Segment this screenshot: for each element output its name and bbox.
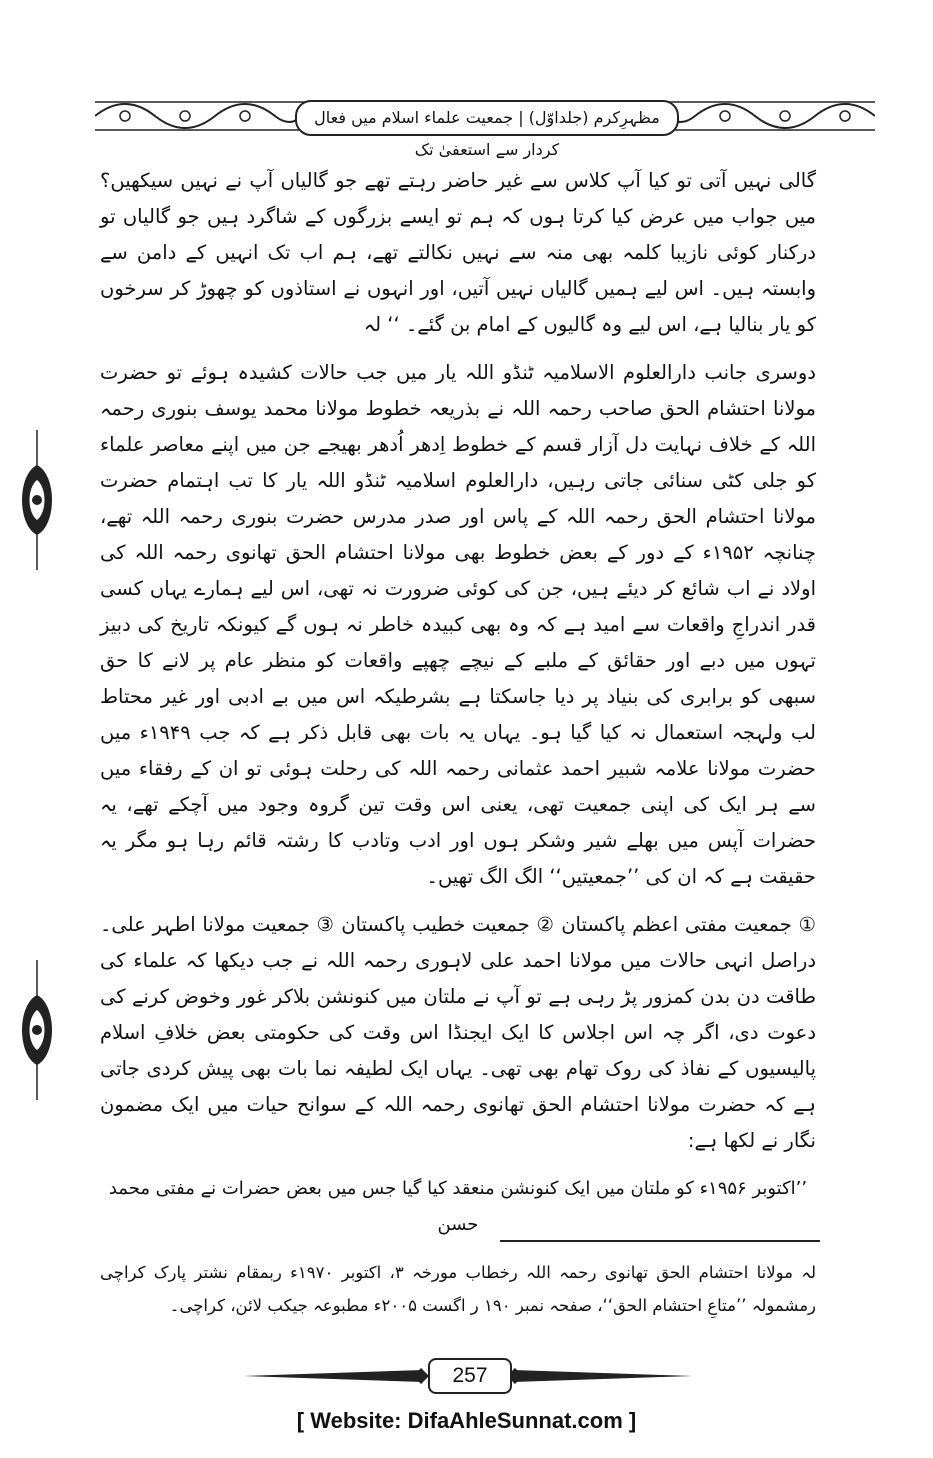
website-footer: [ Website: DifaAhleSunnat.com ] (296, 1408, 637, 1433)
left-margin-ornament-top (12, 430, 62, 570)
quotation: ’’اکتوبر ۱۹۵۶ء کو ملتان میں ایک کنونشن منعقد کیا گیا جس میں بعض حضرات نے مفتی محمد حسن (108, 1178, 808, 1235)
running-title: مظہرِکرم (جلداوّل) | جمعیت علماء اسلام میں فعال کردار سے استعفیٰ تک (295, 100, 679, 136)
footnote-divider (500, 1240, 820, 1242)
left-margin-ornament-bottom (12, 960, 62, 1100)
running-header (95, 86, 875, 159)
page-number-ornament (243, 1358, 693, 1394)
paragraph-3: ① جمعیت مفتی اعظم پاکستان ② جمعیت خطیب پاکستان ③ جمعیت مولانا اطہر علی۔ دراصل انہی حالات میں مولانا احمد علی لاہوری رحمہ اللہ نے جب دیکھا کہ علماء کی طاقت دن بدن کمزور پڑ رہی ہے تو آپ نے ملتان میں کنونشن بلاکر غور وخوض کرنے کی دعوت دی، اگر چہ اس اجلاس کا ایک ایجنڈا اس وقت کی حکومتی بعض خلافِ اسلام پالیسیوں کے نفاذ کی روک تھام بھی تھی۔ یہاں ایک لطیفہ نما بات بھی پیش کردی جاتی ہے کہ حضرت مولانا احتشام الحق تھانوی رحمہ اللہ کے سوانح حیات میں ایک مضمون نگار نے لکھا ہے: (100, 913, 816, 1152)
main-text (100, 163, 816, 1243)
page-number: 257 (428, 1358, 512, 1394)
paragraph-1: گالی نہیں آتی تو کیا آپ کلاس سے غیر حاضر رہتے تھے جو گالیاں آپ نے نہیں سیکھیں؟ میں جواب میں عرض کیا کرتا ہوں کہ ہم تو ایسے بزرگوں کے شاگرد ہیں جو گالیاں تو درکنار کوئی نازیبا کلمہ بھی منہ سے نہیں نکالتے تھے، ہم اب تک انہیں کے دامن سے وابستہ ہیں۔ اس لیے ہمیں گالیاں نہیں آتیں، اور انہوں نے استاذوں کو چھوڑ کر سرخوں کو یار بنالیا ہے، اس لیے وہ گالیوں کے امام بن گئے۔ ‘‘ لہ (100, 169, 816, 336)
paragraph-2: دوسری جانب دارالعلوم الاسلامیہ ٹنڈو اللہ یار میں جب حالات کشیدہ ہوئے تو حضرت مولانا احتشام الحق صاحب رحمہ اللہ نے بذریعہ خطوط مولانا محمد یوسف بنوری رحمہ اللہ کے خلاف نہایت دل آزار قسم کے خطوط اِدھر اُدھر بھیجے جن میں اپنے معاصر علماء کو جلی کٹی سنائی جاتی رہیں، دارالعلوم اسلامیہ ٹنڈو اللہ یار کا تب اہتمام حضرت مولانا احتشام الحق رحمہ اللہ کے پاس اور صدر مدرس حضرت بنوری رحمہ اللہ تھے، چنانچہ ۱۹۵۲ء کے دور کے بعض خطوط بھی مولانا احتشام الحق تھانوی رحمہ اللہ کی اولاد نے اب شائع کر دیئے ہیں، جن کی کوئی ضرورت نہ تھی، اس لیے ہمارے یہاں کسی قدر اندراجِ واقعات سے امید ہے کہ وہ بھی کبیدہ خاطر نہ ہوں گے کیونکہ تاریخ کی دبیز تہوں میں دبے اور حقائق کے ملبے کے نیچے چھپے واقعات کو منظر عام پر لانے کا حق سبھی کو برابری کی بنیاد پر دیا جاسکتا ہے بشرطیکہ اس میں بے ادبی اور غیر محتاط لب ولہجہ استعمال نہ کیا گیا ہو۔ یہاں یہ بات بھی قابل ذکر ہے کہ جب ۱۹۴۹ء میں حضرت مولانا علامہ شبیر احمد عثمانی رحمہ اللہ کی رحلت ہوئی تو ان کے رفقاء میں سے ہر ایک کی اپنی جمعیت تھی، یعنی اس وقت تین گروہ وجود میں آچکے تھے، یہ حضرات آپس میں بھلے شیر وشکر ہوں اور ادب وتادب کا رشتہ قائم رہا ہو مگر یہ حقیقت ہے کہ ان کی ’’جمعیتیں‘‘ الگ الگ تھیں۔ (100, 361, 816, 888)
footnote: لہ مولانا احتشام الحق تھانوی رحمہ اللہ رخطاب مورخہ ۳، اکتوبر ۱۹۷۰ء ربمقام نشتر پارک کراچی رمشمولہ ’’متاعِ احتشام الحق‘‘، صفحہ نمبر ۱۹۰ ر اگست ۲۰۰۵ء مطبوعہ جیکب لائن، کراچی۔ (100, 1263, 816, 1315)
